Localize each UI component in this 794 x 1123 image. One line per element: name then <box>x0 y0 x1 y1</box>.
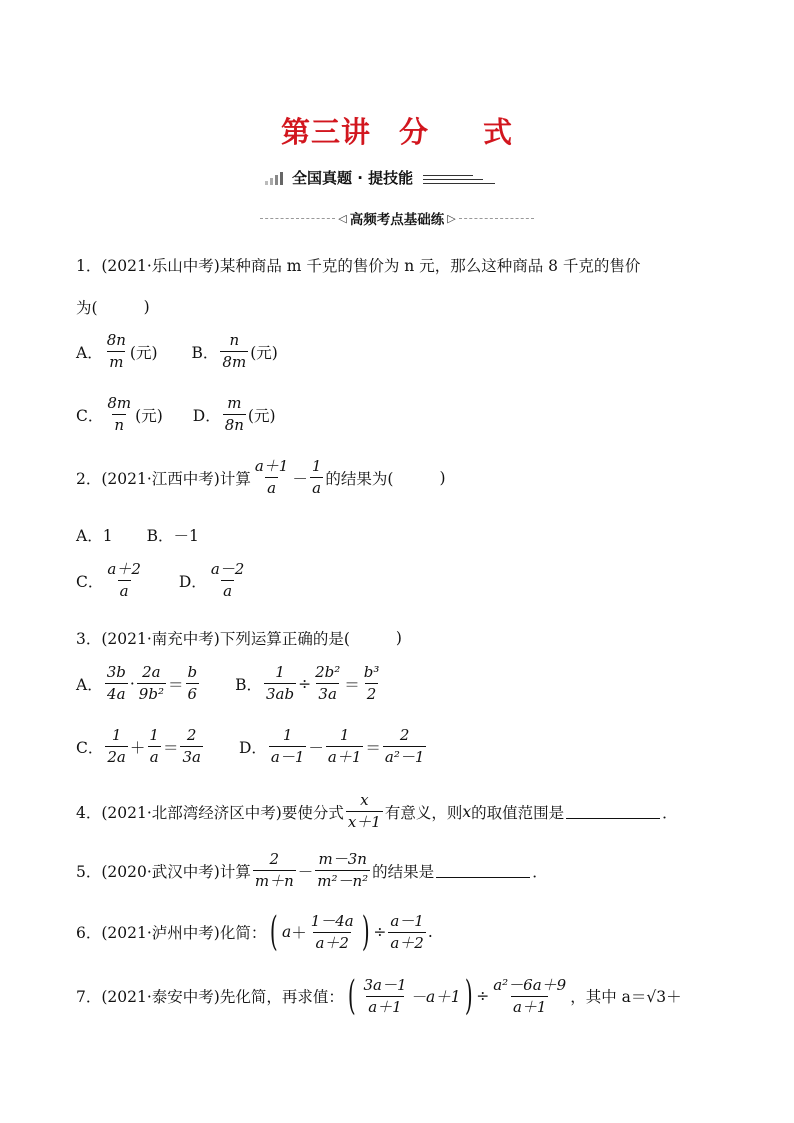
denominator: m²－n² <box>317 872 369 890</box>
denominator: n <box>114 416 125 434</box>
text-span: 7．(2021·泰安中考)先化简，再求值： <box>76 988 344 1006</box>
text-span: · <box>129 674 135 693</box>
denominator: a <box>223 582 233 600</box>
denominator: 8n <box>224 416 244 434</box>
page-title <box>0 110 794 151</box>
fraction <box>269 728 307 765</box>
q1-stem-line2 <box>76 296 150 318</box>
q3-options-ab <box>76 665 383 702</box>
fraction <box>326 728 364 765</box>
fraction <box>185 665 199 702</box>
text-span: ，其中 a＝√3＋ <box>570 988 682 1006</box>
q4-stem <box>76 793 678 830</box>
fraction <box>383 728 427 765</box>
text-span: (元) <box>135 406 163 425</box>
triangle-left-icon: ◁ <box>338 211 347 225</box>
q5-answer-blank[interactable] <box>436 863 530 878</box>
fraction <box>105 562 143 599</box>
fraction <box>491 975 568 1016</box>
text-span: 的结果为( <box>325 469 394 488</box>
text-span: 的结果是 <box>372 862 435 881</box>
text-span: C． <box>76 738 104 757</box>
numerator: 1－4a <box>310 911 354 930</box>
fraction <box>309 911 356 952</box>
q2-option-d[interactable] <box>179 562 248 599</box>
numerator: 3b <box>106 663 126 681</box>
denominator: 2 <box>366 685 377 703</box>
fraction <box>223 396 246 433</box>
denominator: m <box>109 353 124 371</box>
text-span: － <box>297 862 314 881</box>
denominator: a＋1 <box>368 997 402 1016</box>
text-span: 2．(2021·江西中考)计算 <box>76 469 251 488</box>
q2-option-c[interactable] <box>76 562 145 599</box>
text-span: ( <box>347 973 356 1019</box>
section-header <box>264 167 495 188</box>
fraction <box>310 459 324 496</box>
text-span: ) <box>143 298 150 316</box>
q1-options-cd <box>76 396 276 433</box>
denominator: 3ab <box>265 685 295 703</box>
q2-options-cd <box>76 562 248 599</box>
fraction <box>313 665 342 702</box>
text-span: ． <box>662 803 678 822</box>
denominator: a <box>267 479 277 497</box>
text-span: ＋ <box>129 738 146 757</box>
denominator: 4a <box>107 685 126 703</box>
numerator: a＋1 <box>254 457 289 475</box>
q2-options-ab <box>76 524 199 546</box>
q3-stem <box>76 627 402 649</box>
numerator: 1 <box>311 457 322 475</box>
text-span: B． <box>235 675 262 694</box>
subsection-header <box>260 208 534 228</box>
q5-stem <box>76 852 548 889</box>
denominator: 6 <box>187 685 198 703</box>
q7-stem <box>76 973 682 1019</box>
numerator: 2 <box>269 850 280 868</box>
q1-option-c[interactable] <box>76 396 163 433</box>
text-span: ) <box>464 973 473 1019</box>
q1-stem-line1 <box>76 254 640 276</box>
numerator: a＋2 <box>107 560 141 578</box>
fraction <box>362 665 382 702</box>
q3-option-d[interactable] <box>239 728 428 765</box>
q3-options-cd <box>76 728 428 765</box>
text-span: ÷ <box>373 923 387 941</box>
text-span: A． <box>76 675 103 694</box>
signal-bars-icon <box>264 170 286 186</box>
denominator: a－1 <box>270 748 305 766</box>
divider-left <box>260 218 335 219</box>
q1-option-a[interactable] <box>76 333 158 370</box>
denominator: 3a <box>182 748 201 766</box>
fraction <box>180 728 203 765</box>
text-span: ＝ <box>344 675 360 694</box>
numerator: b <box>187 663 198 681</box>
text-span: 5．(2020·武汉中考)计算 <box>76 862 251 881</box>
numerator: a－2 <box>210 560 245 578</box>
text-span: ( <box>270 909 279 955</box>
numerator: 8n <box>106 331 126 349</box>
denominator: m＋n <box>254 872 294 890</box>
text-span: ) <box>439 468 446 487</box>
fraction <box>105 728 128 765</box>
fraction <box>388 911 426 952</box>
text-span: x <box>462 802 472 821</box>
text-span: a <box>281 923 292 941</box>
q3-option-a[interactable] <box>76 665 201 702</box>
denominator: a <box>149 748 159 766</box>
section-title: 全国真题 · 提技能 <box>292 169 414 187</box>
numerator: 2 <box>399 726 410 744</box>
title-part2: 分 <box>398 115 429 149</box>
q2-option-a[interactable]: A．1 <box>76 527 113 545</box>
text-span: ) <box>361 909 370 955</box>
fraction <box>264 665 296 702</box>
numerator: b³ <box>363 663 380 681</box>
text-span: D． <box>192 406 221 425</box>
fraction <box>105 665 128 702</box>
numerator: m <box>227 394 242 412</box>
numerator: 3a－1 <box>363 975 407 994</box>
denominator: a＋2 <box>315 933 349 952</box>
fraction <box>361 975 408 1016</box>
title-part1: 第三讲 <box>280 115 371 149</box>
numerator: n <box>229 331 240 349</box>
numerator: a－1 <box>390 911 424 930</box>
q2-option-b[interactable]: B．－1 <box>146 527 199 545</box>
q2-stem <box>76 459 446 496</box>
text-span: C． <box>76 406 104 425</box>
text-span: (元) <box>247 406 276 425</box>
numerator: 2 <box>186 726 197 744</box>
numerator: 1 <box>111 726 122 744</box>
text-span: － <box>308 738 324 757</box>
numerator: 2b² <box>315 663 341 681</box>
denominator: a＋1 <box>512 997 547 1016</box>
text-span: 为( <box>76 299 98 317</box>
denominator: a＋1 <box>327 748 362 766</box>
denominator: 8m <box>222 353 247 371</box>
text-span: －a＋1 <box>410 988 461 1006</box>
fraction <box>105 333 128 370</box>
section-decor-lines <box>423 175 495 184</box>
text-span: C． <box>76 572 104 591</box>
denominator: 2a <box>107 748 126 766</box>
fraction <box>137 665 166 702</box>
numerator: 1 <box>275 663 285 681</box>
numerator: 1 <box>149 726 159 744</box>
text-span: . <box>427 923 433 941</box>
text-span: ÷ <box>298 674 312 693</box>
numerator: 2a <box>142 663 161 681</box>
fraction <box>253 852 296 889</box>
text-span: 有意义，则 <box>384 803 463 822</box>
q1-option-b[interactable] <box>192 333 278 370</box>
numerator: 1 <box>339 726 350 744</box>
denominator: a＋2 <box>390 933 424 952</box>
text-span: (元) <box>129 343 158 362</box>
denominator: a <box>119 582 129 600</box>
text-span: ． <box>532 862 548 881</box>
triangle-right-icon: ▷ <box>447 211 456 225</box>
fraction <box>147 728 161 765</box>
text-span: B． <box>191 343 219 362</box>
text-span: ) <box>395 629 402 647</box>
fraction <box>346 793 383 830</box>
denominator: 9b² <box>138 685 164 703</box>
text-span: ＝ <box>162 738 179 757</box>
fraction <box>220 333 248 370</box>
text-span: ÷ <box>476 987 490 1005</box>
text-span: ＋ <box>291 924 307 942</box>
text-span: 6．(2021·泸州中考)化简： <box>76 924 267 942</box>
denominator: a <box>312 479 322 497</box>
q1-option-d[interactable] <box>193 396 276 433</box>
text-span: ＝ <box>167 675 184 694</box>
denominator: x＋1 <box>347 813 381 831</box>
q3-option-b[interactable] <box>235 665 383 702</box>
fraction <box>209 562 247 599</box>
q4-answer-blank[interactable] <box>566 804 660 819</box>
numerator: 8m <box>107 394 132 412</box>
q3-option-c[interactable] <box>76 728 205 765</box>
denominator: 3a <box>318 685 337 703</box>
q1-options-ab <box>76 333 278 370</box>
text-span: 4．(2021·北部湾经济区中考)要使分式 <box>76 803 344 822</box>
text-span: ＝ <box>365 738 381 757</box>
text-span: 的取值范围是 <box>471 803 565 822</box>
text-span: D． <box>178 572 207 591</box>
text-span: A． <box>76 343 103 362</box>
text-span: (元) <box>250 343 278 362</box>
divider-right <box>459 218 534 219</box>
subsection-title: 高频考点基础练 <box>349 212 445 228</box>
q6-stem <box>76 909 433 955</box>
text-span: 1．(2021·乐山中考)某种商品 m 千克的售价为 n 元，那么这种商品 8 千克的售价 <box>76 257 641 275</box>
numerator: x <box>360 791 369 809</box>
text-span: D． <box>238 738 267 757</box>
fraction <box>253 459 291 496</box>
denominator: a²－1 <box>384 748 425 766</box>
text-span: 3．(2021·南充中考)下列运算正确的是( <box>76 630 350 648</box>
numerator: m－3n <box>318 850 367 868</box>
fraction <box>105 396 133 433</box>
numerator: a²－6a＋9 <box>493 975 567 994</box>
fraction <box>315 852 370 889</box>
text-span: － <box>292 469 308 488</box>
title-part3: 式 <box>483 115 514 149</box>
numerator: 1 <box>282 726 293 744</box>
